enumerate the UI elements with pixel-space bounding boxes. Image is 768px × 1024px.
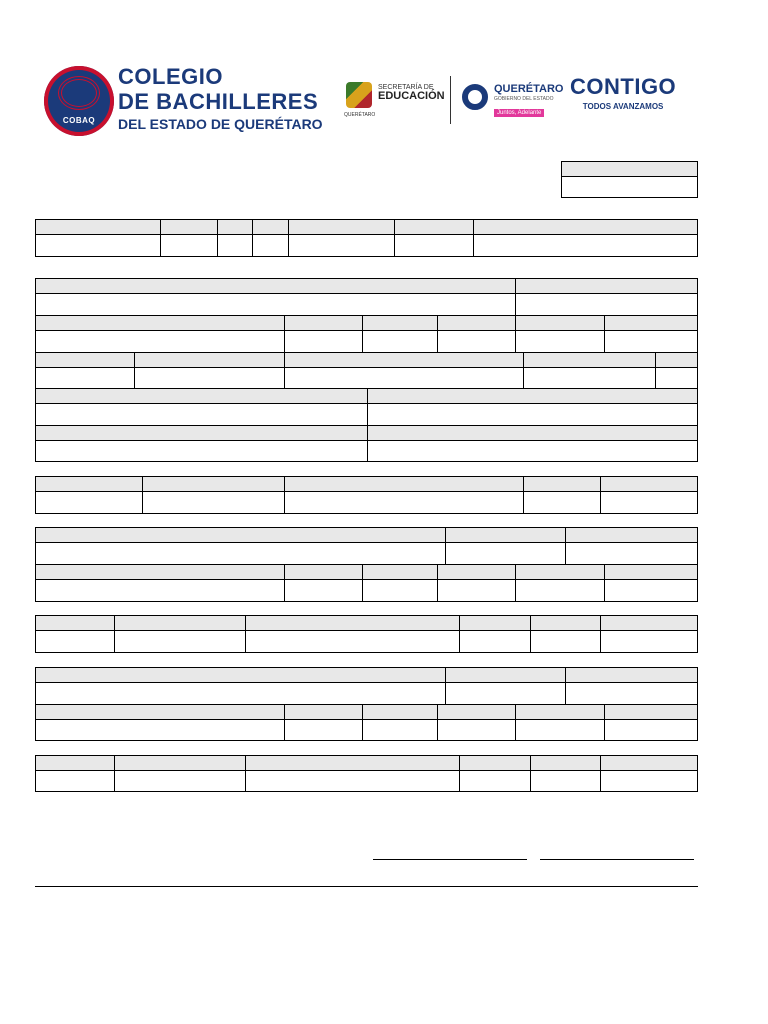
s7-field[interactable] bbox=[600, 770, 698, 792]
s2-header-cell bbox=[284, 352, 524, 368]
folio-header bbox=[561, 161, 698, 177]
s5-field[interactable] bbox=[245, 630, 460, 653]
s5-header-cell bbox=[35, 615, 115, 631]
s2-header-cell bbox=[35, 388, 368, 404]
s2-header-cell bbox=[134, 352, 285, 368]
s2-field[interactable] bbox=[604, 330, 698, 353]
secretaria-city: QUERÉTARO bbox=[344, 112, 376, 118]
s2-field[interactable] bbox=[35, 367, 135, 389]
s6-field[interactable] bbox=[445, 682, 566, 705]
s4-field[interactable] bbox=[565, 542, 698, 565]
s2-field[interactable] bbox=[655, 367, 698, 389]
queretaro-crest-icon bbox=[346, 82, 372, 108]
folio-field[interactable] bbox=[561, 176, 698, 198]
s4-header-cell bbox=[35, 527, 446, 543]
s3-header-cell bbox=[523, 476, 601, 492]
s2-field[interactable] bbox=[134, 367, 285, 389]
s2-header-cell bbox=[437, 315, 516, 331]
s1-header-cell bbox=[217, 219, 253, 235]
s2-field[interactable] bbox=[284, 330, 363, 353]
secretaria-line-1: SECRETARÍA DE bbox=[378, 84, 434, 91]
s3-header-cell bbox=[284, 476, 524, 492]
s2-header-cell bbox=[35, 315, 285, 331]
cobaq-line-1: COLEGIO bbox=[118, 64, 223, 89]
s4-field[interactable] bbox=[35, 542, 446, 565]
s2-field[interactable] bbox=[35, 330, 285, 353]
s4-field[interactable] bbox=[515, 579, 605, 602]
s4-field[interactable] bbox=[445, 542, 566, 565]
s2-field[interactable] bbox=[35, 293, 516, 316]
s1-field[interactable] bbox=[252, 234, 289, 257]
contigo-tagline: TODOS AVANZAMOS bbox=[582, 102, 664, 111]
s7-header-cell bbox=[530, 755, 601, 771]
s4-field[interactable] bbox=[604, 579, 698, 602]
s3-header-cell bbox=[35, 476, 143, 492]
s3-field[interactable] bbox=[35, 491, 143, 514]
s1-header-cell bbox=[252, 219, 289, 235]
s6-header-cell bbox=[515, 704, 605, 720]
s4-header-cell bbox=[437, 564, 516, 580]
s2-header-cell bbox=[515, 315, 605, 331]
s4-field[interactable] bbox=[362, 579, 438, 602]
s7-header-cell bbox=[114, 755, 246, 771]
s4-header-cell bbox=[604, 564, 698, 580]
s3-header-cell bbox=[600, 476, 698, 492]
s1-header-cell bbox=[473, 219, 698, 235]
s7-field[interactable] bbox=[114, 770, 246, 792]
queretaro-q-icon bbox=[462, 84, 488, 110]
s6-header-cell bbox=[437, 704, 516, 720]
s6-field[interactable] bbox=[515, 719, 605, 741]
s6-header-cell bbox=[445, 667, 566, 683]
s5-field[interactable] bbox=[459, 630, 531, 653]
s4-header-cell bbox=[35, 564, 285, 580]
s3-field[interactable] bbox=[142, 491, 285, 514]
s2-header-cell bbox=[523, 352, 656, 368]
s5-header-cell bbox=[459, 615, 531, 631]
s2-header-cell bbox=[284, 315, 363, 331]
s4-header-cell bbox=[565, 527, 698, 543]
cobaq-logo-icon bbox=[44, 66, 114, 136]
s5-field[interactable] bbox=[35, 630, 115, 653]
s3-header-cell bbox=[142, 476, 285, 492]
s5-header-cell bbox=[600, 615, 698, 631]
cobaq-seal-text: COBAQ bbox=[62, 116, 96, 125]
queretaro-name: QUERÉTARO bbox=[494, 83, 564, 95]
s1-field[interactable] bbox=[288, 234, 395, 257]
s3-field[interactable] bbox=[523, 491, 601, 514]
s6-field[interactable] bbox=[362, 719, 438, 741]
s2-field[interactable] bbox=[515, 330, 605, 353]
signature-line-right[interactable] bbox=[540, 859, 694, 860]
s6-field[interactable] bbox=[35, 719, 285, 741]
s5-field[interactable] bbox=[600, 630, 698, 653]
cobaq-line-2: DE BACHILLERES bbox=[118, 89, 319, 114]
s1-field[interactable] bbox=[217, 234, 253, 257]
s2-header-cell bbox=[35, 425, 368, 441]
s6-field[interactable] bbox=[437, 719, 516, 741]
queretaro-logo bbox=[494, 84, 563, 118]
queretaro-sub: GOBIERNO DEL ESTADO bbox=[494, 96, 554, 102]
s1-header-cell bbox=[394, 219, 474, 235]
s2-field[interactable] bbox=[367, 440, 698, 462]
s3-field[interactable] bbox=[600, 491, 698, 514]
s6-header-cell bbox=[35, 704, 285, 720]
s1-field[interactable] bbox=[473, 234, 698, 257]
s2-header-cell bbox=[515, 278, 698, 294]
s2-header-cell bbox=[35, 352, 135, 368]
queretaro-tag: Juntos, Adelante bbox=[494, 109, 544, 117]
s6-field[interactable] bbox=[35, 682, 446, 705]
s6-header-cell bbox=[565, 667, 698, 683]
s2-header-cell bbox=[655, 352, 698, 368]
s6-field[interactable] bbox=[565, 682, 698, 705]
s1-header-cell bbox=[160, 219, 218, 235]
contigo-logo bbox=[570, 74, 676, 111]
footer-rule bbox=[35, 886, 698, 887]
s7-field[interactable] bbox=[245, 770, 460, 792]
s2-field[interactable] bbox=[367, 403, 698, 426]
s6-header-cell bbox=[284, 704, 363, 720]
s2-field[interactable] bbox=[437, 330, 516, 353]
s5-header-cell bbox=[245, 615, 460, 631]
s6-header-cell bbox=[35, 667, 446, 683]
s2-header-cell bbox=[367, 388, 698, 404]
s4-field[interactable] bbox=[284, 579, 363, 602]
s4-field[interactable] bbox=[437, 579, 516, 602]
s2-field[interactable] bbox=[35, 403, 368, 426]
s7-header-cell bbox=[600, 755, 698, 771]
s1-header-cell bbox=[288, 219, 395, 235]
s7-field[interactable] bbox=[530, 770, 601, 792]
s1-field[interactable] bbox=[35, 234, 161, 257]
s2-header-cell bbox=[35, 278, 516, 294]
s7-header-cell bbox=[35, 755, 115, 771]
s7-header-cell bbox=[459, 755, 531, 771]
s5-header-cell bbox=[530, 615, 601, 631]
s4-field[interactable] bbox=[35, 579, 285, 602]
contigo-name: CONTIGO bbox=[570, 74, 677, 99]
s6-header-cell bbox=[604, 704, 698, 720]
s2-field[interactable] bbox=[284, 367, 524, 389]
cobaq-line-3: DEL ESTADO DE QUERÉTARO bbox=[118, 116, 323, 132]
s2-header-cell bbox=[362, 315, 438, 331]
s4-header-cell bbox=[284, 564, 363, 580]
s4-header-cell bbox=[515, 564, 605, 580]
s2-field[interactable] bbox=[362, 330, 438, 353]
s2-header-cell bbox=[367, 425, 698, 441]
s1-header-cell bbox=[35, 219, 161, 235]
s2-header-cell bbox=[604, 315, 698, 331]
s5-header-cell bbox=[114, 615, 246, 631]
s2-field[interactable] bbox=[35, 440, 368, 462]
s7-field[interactable] bbox=[459, 770, 531, 792]
secretaria-line-2: EDUCACIÓN bbox=[378, 90, 445, 103]
s4-header-cell bbox=[362, 564, 438, 580]
s3-field[interactable] bbox=[284, 491, 524, 514]
s1-field[interactable] bbox=[160, 234, 218, 257]
s6-field[interactable] bbox=[284, 719, 363, 741]
s2-field[interactable] bbox=[515, 293, 698, 316]
s7-field[interactable] bbox=[35, 770, 115, 792]
s1-field[interactable] bbox=[394, 234, 474, 257]
secretaria-logo bbox=[378, 84, 445, 103]
s4-header-cell bbox=[445, 527, 566, 543]
logo-divider bbox=[450, 76, 451, 124]
s6-header-cell bbox=[362, 704, 438, 720]
s2-field[interactable] bbox=[523, 367, 656, 389]
cobaq-wordmark bbox=[118, 66, 323, 131]
signature-line-left[interactable] bbox=[373, 859, 527, 860]
s7-header-cell bbox=[245, 755, 460, 771]
s5-field[interactable] bbox=[530, 630, 601, 653]
s5-field[interactable] bbox=[114, 630, 246, 653]
s6-field[interactable] bbox=[604, 719, 698, 741]
